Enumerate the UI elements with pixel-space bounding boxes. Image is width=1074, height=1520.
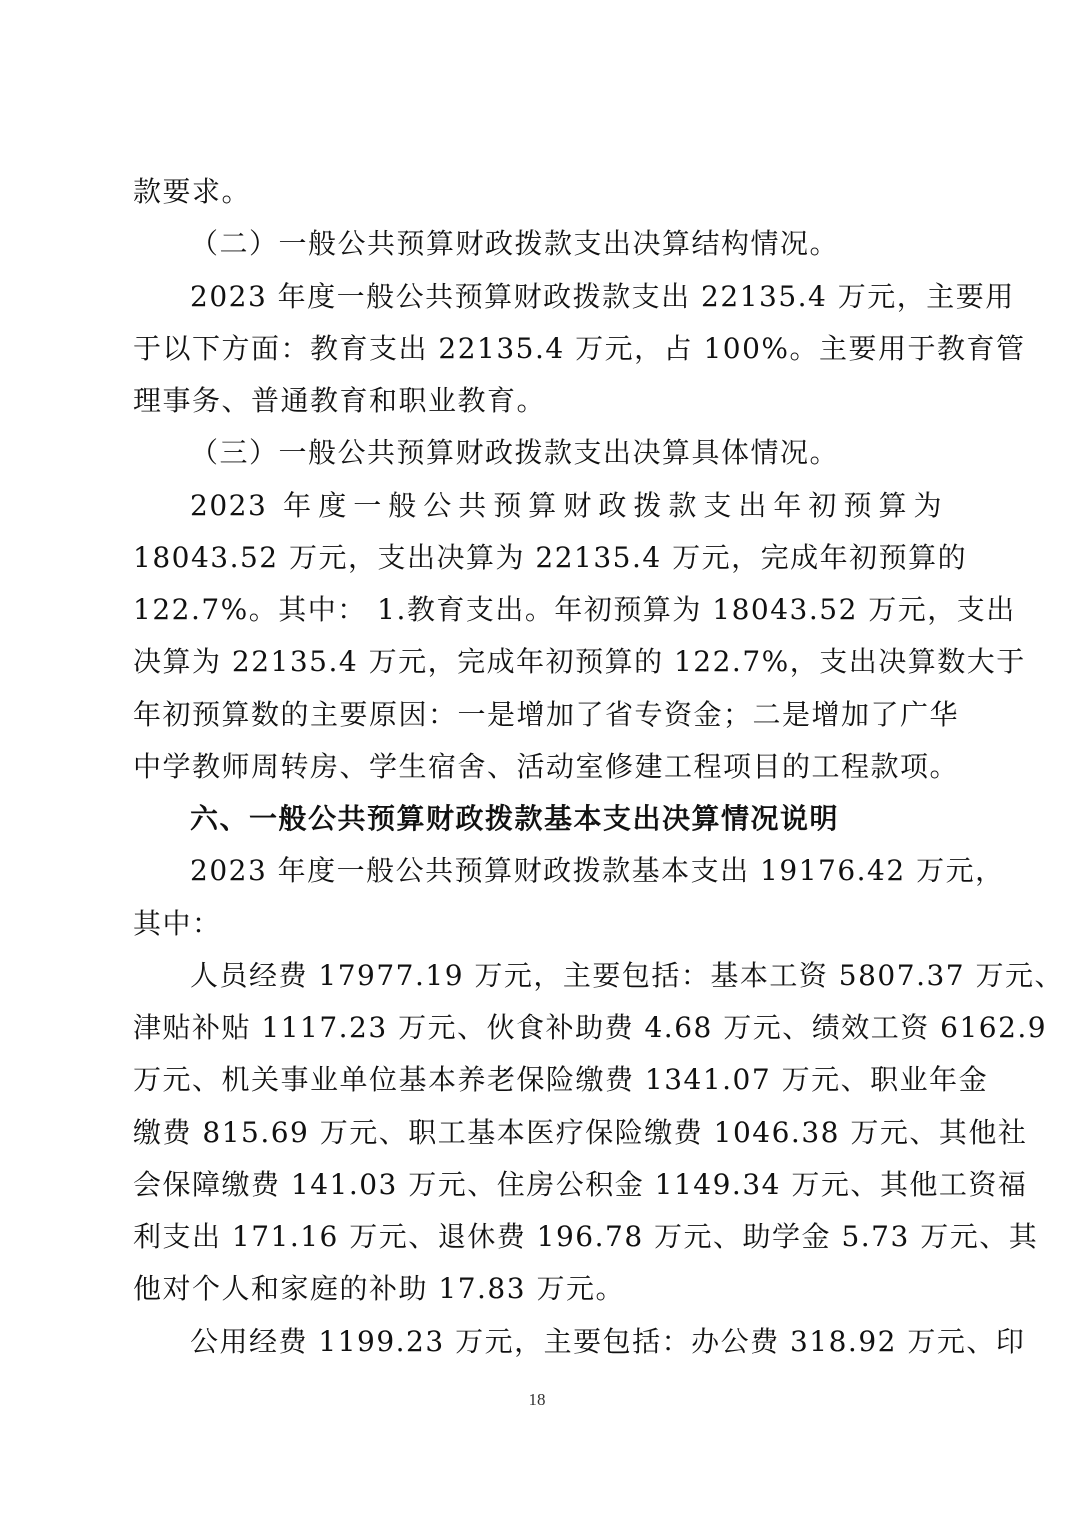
text-line: 津贴补贴 1117.23 万元、伙食补助费 4.68 万元、绩效工资 6162.9 (133, 1011, 1048, 1044)
text-line: 人员经费 17977.19 万元，主要包括：基本工资 5807.37 万元、 (190, 959, 1064, 992)
text-line: 2023 年度一般公共预算财政拨款支出年初预算为 (190, 489, 943, 522)
text-line: 决算为 22135.4 万元，完成年初预算的 122.7%，支出决算数大于 (133, 645, 1026, 678)
text-line: 于以下方面：教育支出 22135.4 万元，占 100%。主要用于教育管 (133, 332, 1026, 365)
text-line: 18043.52 万元，支出决算为 22135.4 万元，完成年初预算的 (133, 541, 968, 574)
text-line: 万元、机关事业单位基本养老保险缴费 1341.07 万元、职业年金 (133, 1063, 989, 1096)
text-line: 会保障缴费 141.03 万元、住房公积金 1149.34 万元、其他工资福 (133, 1168, 1028, 1201)
text-line: 理事务、普通教育和职业教育。 (133, 384, 547, 417)
text-line: 他对个人和家庭的补助 17.83 万元。 (133, 1272, 625, 1305)
text-line: 2023 年度一般公共预算财政拨款基本支出 19176.42 万元， (190, 854, 1005, 887)
text-line: 中学教师周转房、学生宿舍、活动室修建工程项目的工程款项。 (133, 750, 960, 783)
subheading: （三）一般公共预算财政拨款支出决算具体情况。 (190, 436, 840, 469)
text-line: 2023 年度一般公共预算财政拨款支出 22135.4 万元，主要用 (190, 280, 1015, 313)
text-line: 利支出 171.16 万元、退休费 196.78 万元、助学金 5.73 万元、其 (133, 1220, 1039, 1253)
section-heading: 六、一般公共预算财政拨款基本支出决算情况说明 (190, 802, 840, 835)
text-line: 缴费 815.69 万元、职工基本医疗保险缴费 1046.38 万元、其他社 (133, 1116, 1028, 1149)
page-number: 18 (528, 1390, 546, 1409)
text-line: 其中： (133, 907, 222, 940)
text-line: 122.7%。其中： 1.教育支出。年初预算为 18043.52 万元，支出 (133, 593, 1016, 626)
text-line: 年初预算数的主要原因：一是增加了省专资金；二是增加了广华 (133, 698, 960, 731)
text-line: 公用经费 1199.23 万元，主要包括：办公费 318.92 万元、印 (190, 1325, 1026, 1358)
subheading: （二）一般公共预算财政拨款支出决算结构情况。 (190, 227, 840, 260)
text-line: 款要求。 (133, 175, 252, 208)
